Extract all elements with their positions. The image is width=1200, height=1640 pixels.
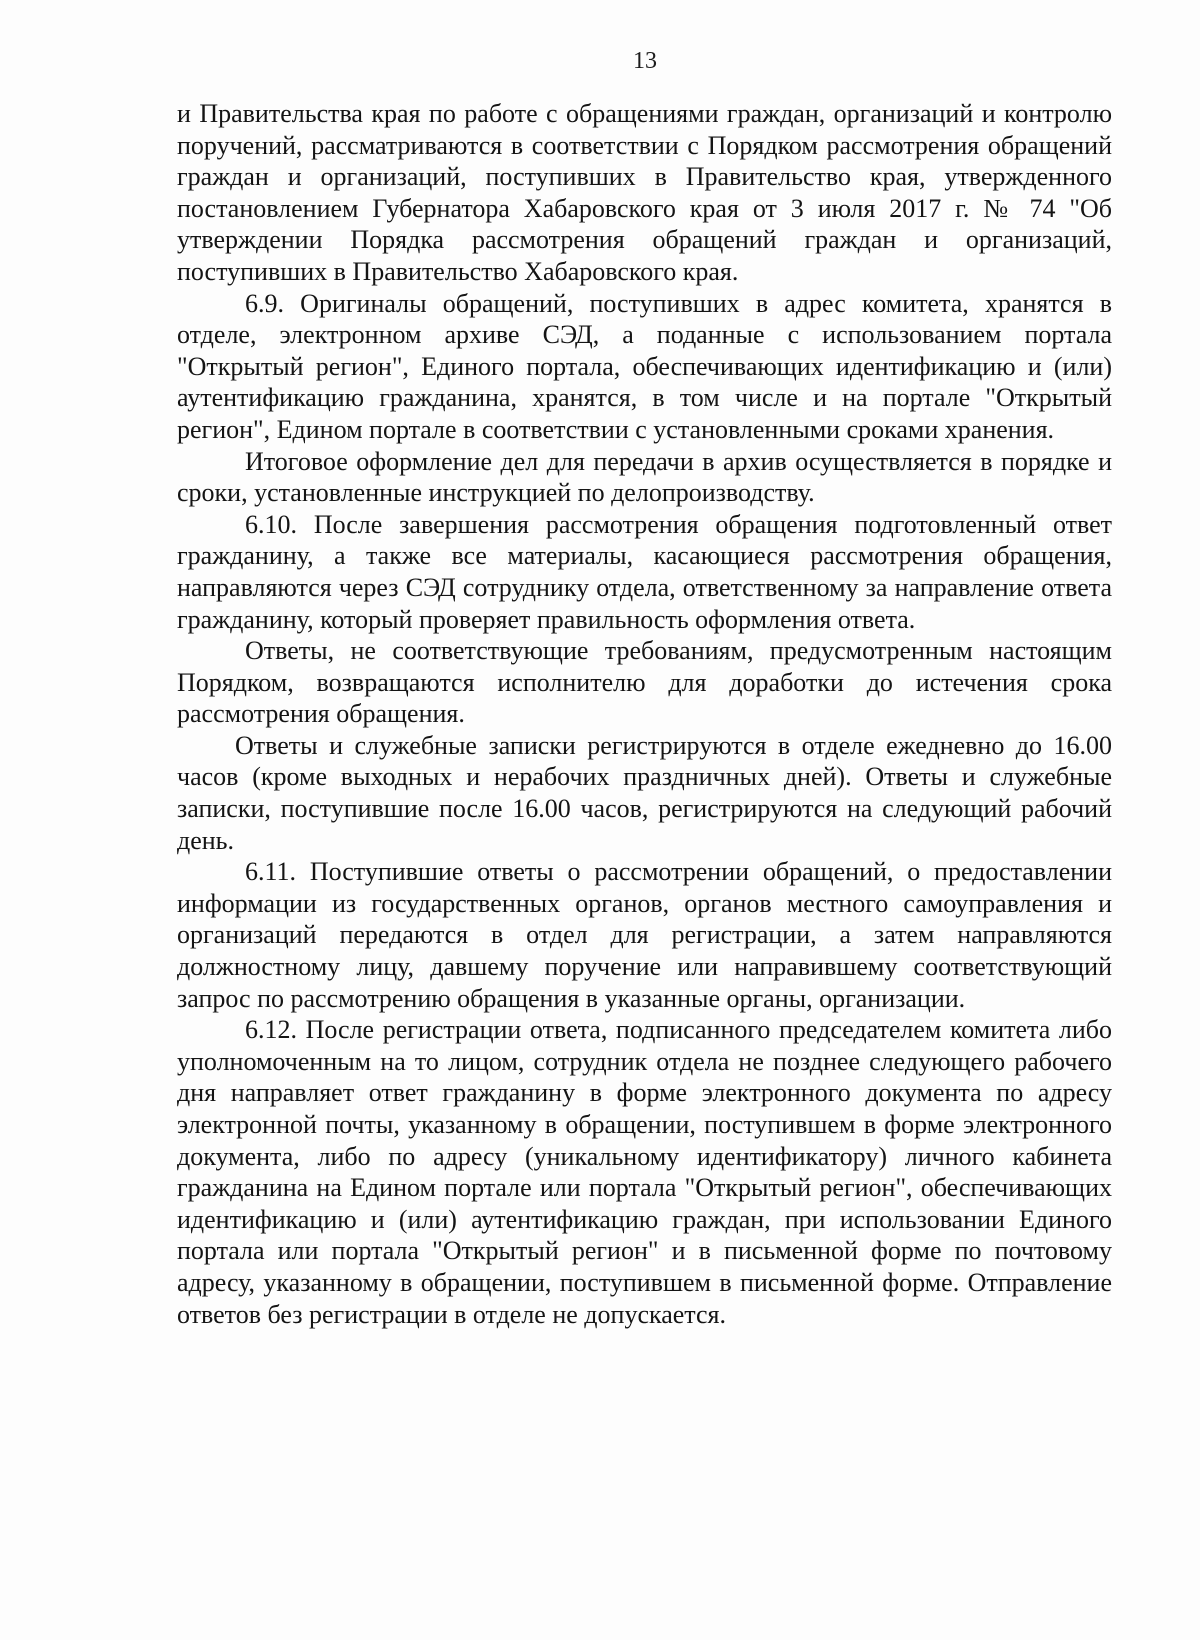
paragraph-6-10: 6.10. После завершения рассмотрения обращения подготовленный ответ гражданину, а также все материалы, касающиеся рассмотрения обращения, направляются через СЭД сотруднику отдела, ответственному за направление ответа гражданину, который проверяет правильность оформления ответа. bbox=[177, 509, 1112, 634]
paragraph-answers-noncompliant: Ответы, не соответствующие требованиям, предусмотренным настоящим Порядком, возвращаются исполнителю для доработки до истечения срока рассмотрения обращения. bbox=[177, 636, 1112, 729]
paragraph-6-12: 6.12. После регистрации ответа, подписанного председателем комитета либо уполномоченным на то лицом, сотрудник отдела не позднее следующего рабочего дня направляет ответ гражданину в форме электронного документа по адресу электронной почты, указанному в обращении, поступившем в форме электронного документа, либо по адресу (уникальному идентификатору) личного кабинета гражданина на Едином портале или портала "Открытый регион", обеспечивающих идентификацию и (или) аутентификацию граждан, при использовании Единого портала или портала "Открытый регион" и в письменной форме по почтовому адресу, указанному в обращении, поступившем в письменной форме. Отправление ответов без регистрации в отделе не допускается. bbox=[177, 1015, 1112, 1329]
document-body bbox=[177, 98, 1112, 1330]
page-number: 13 bbox=[633, 48, 657, 74]
paragraph-archive: Итоговое оформление дел для передачи в архив осуществляется в порядке и сроки, установленные инструкцией по делопроизводству. bbox=[177, 446, 1112, 508]
paragraph-6-9: 6.9. Оригиналы обращений, поступивших в адрес комитета, хранятся в отделе, электронном архиве СЭД, а поданные с использованием портала "Открытый регион", Единого портала, обеспечивающих идентификацию и (или) аутентификацию гражданина, хранятся, в том числе и на портале "Открытый регион", Едином портале в соответствии с установленными сроками хранения. bbox=[177, 288, 1112, 444]
paragraph-continuation: и Правительства края по работе с обращениями граждан, организаций и контролю поручений, рассматриваются в соответствии с Порядком рассмотрения обращений граждан и организаций, поступивших в Правительство края, утвержденного постановлением Губернатора Хабаровского края от 3 июля 2017 г. № 74 "Об утверждении Порядка рассмотрения обращений граждан и организаций, поступивших в Правительство Хабаровского края. bbox=[177, 99, 1112, 286]
paragraph-registration-time: Ответы и служебные записки регистрируются в отделе ежедневно до 16.00 часов (кроме выходных и нерабочих праздничных дней). Ответы и служебные записки, поступившие после 16.00 часов, регистрируются на следующий рабочий день. bbox=[177, 730, 1112, 855]
paragraph-6-11: 6.11. Поступившие ответы о рассмотрении обращений, о предоставлении информации из государственных органов, органов местного самоуправления и организаций передаются в отдел для регистрации, а затем направляются должностному лицу, давшему поручение или направившему соответствующий запрос по рассмотрению обращения в указанные органы, организации. bbox=[177, 857, 1112, 1013]
